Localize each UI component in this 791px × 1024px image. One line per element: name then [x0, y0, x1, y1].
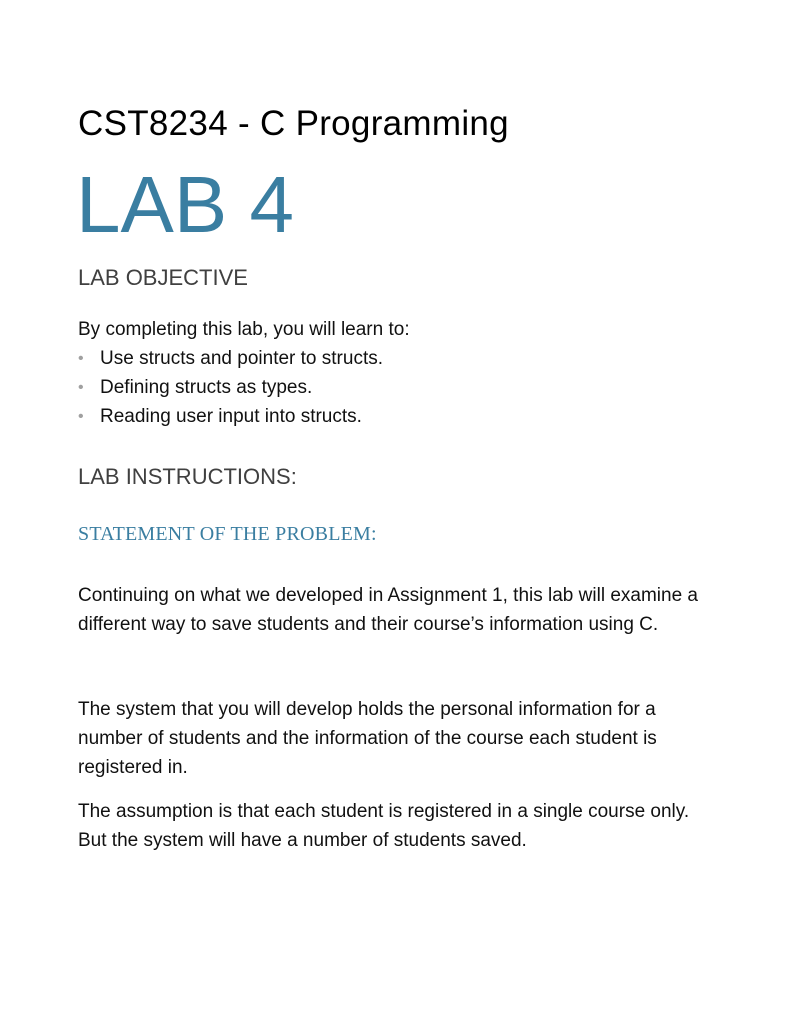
- lab-objective-heading: LAB OBJECTIVE: [78, 265, 248, 290]
- problem-paragraph: Continuing on what we developed in Assignment 1, this lab will examine a different way to save students and their course’s information using C.: [78, 585, 698, 635]
- problem-statement-heading: STATEMENT OF THE PROBLEM:: [78, 523, 377, 545]
- objective-item-text: Defining structs as types.: [100, 377, 313, 398]
- bullet-icon: •: [78, 350, 84, 367]
- lab-instructions-heading: LAB INSTRUCTIONS:: [78, 464, 297, 489]
- objective-intro: By completing this lab, you will learn to:: [78, 319, 410, 340]
- bullet-icon: •: [78, 379, 84, 396]
- objective-item: [78, 402, 383, 431]
- objective-item-text: Reading user input into structs.: [100, 406, 362, 427]
- objective-item-text: Use structs and pointer to structs.: [100, 348, 384, 369]
- bullet-icon: •: [78, 408, 84, 425]
- lab-title: LAB 4: [76, 160, 294, 249]
- problem-paragraph: The assumption is that each student is registered in a single course only. But the system will have a number of students saved.: [78, 801, 690, 851]
- objective-list: [78, 344, 383, 431]
- objective-item: [78, 344, 383, 373]
- problem-paragraph: The system that you will develop holds the personal information for a number of students and the information of the course each student is registered in.: [78, 699, 657, 778]
- objective-item: [78, 373, 383, 402]
- course-title: CST8234 - C Programming: [78, 104, 509, 143]
